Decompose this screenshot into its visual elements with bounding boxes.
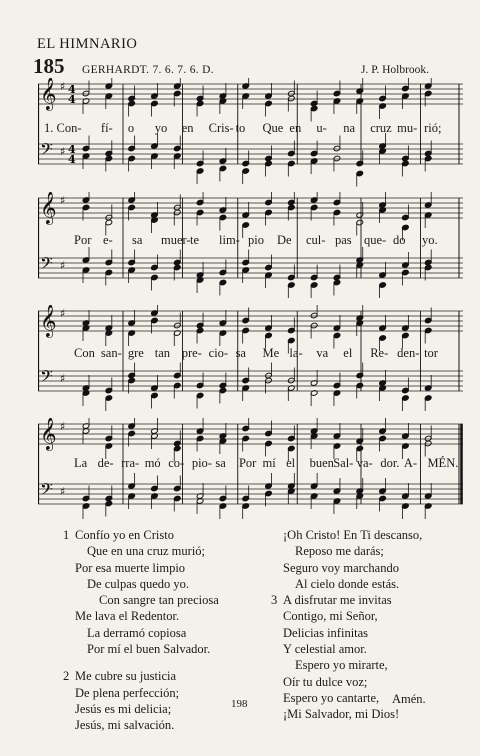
- lyric-syllable: pio-: [191, 456, 212, 470]
- lyric-syllable: gre: [127, 346, 144, 360]
- lyric-syllable: Por: [238, 456, 257, 470]
- lyric-syllable: sa: [132, 233, 143, 247]
- lyric-syllable: Me: [262, 346, 280, 360]
- lyric-syllable: La: [74, 456, 88, 470]
- lyric-syllable: Sal-: [333, 456, 354, 470]
- lyric-syllable: MÉN.: [427, 456, 459, 470]
- lyric-syllable: yo.: [422, 233, 438, 247]
- composer: J. P. Holbrook.: [361, 64, 430, 76]
- lyric-syllable: Con: [74, 346, 95, 360]
- lyric-syllable: do: [393, 233, 406, 247]
- staff-notation: [38, 418, 463, 538]
- svg-text:𝄢: 𝄢: [40, 366, 53, 390]
- lyric-syllable: na: [343, 121, 356, 135]
- verse-1-line-4: De culpas quedo yo.: [87, 576, 190, 591]
- lyric-syllable: pio: [248, 233, 264, 247]
- page-header: EL HIMNARIO: [37, 36, 138, 52]
- verse-2b-line-1: ¡Oh Cristo! En Ti descanso,: [283, 528, 423, 542]
- verse-2-line-3: Jesús es mi delicia;: [75, 701, 172, 716]
- music-system-1: [38, 78, 463, 198]
- lyric-syllable: cul-: [306, 233, 326, 247]
- lyric-syllable: cruz: [370, 121, 392, 135]
- lyric-syllable: Que: [262, 121, 284, 135]
- lyric-syllable: pas: [335, 233, 352, 247]
- lyric-syllable: sa: [215, 456, 226, 470]
- lyric-syllable: sa: [235, 346, 246, 360]
- music-system-3: [38, 305, 463, 425]
- verse-3-line-3: Delicias infinitas: [283, 625, 369, 640]
- lyric-syllable: muer-: [161, 233, 191, 247]
- verse-number: 2: [63, 669, 70, 684]
- verse-3-line-8: ¡Mi Salvador, mi Dios!: [283, 707, 400, 722]
- svg-text:𝄞: 𝄞: [40, 192, 57, 224]
- verse-2b-line-2: Reposo me darás;: [295, 544, 384, 559]
- lyric-syllable: Cris-: [208, 121, 234, 135]
- lyric-syllable: en: [181, 121, 194, 135]
- verse-1-line-6: Me lava el Redentor.: [75, 609, 180, 624]
- lyric-syllable: rió;: [424, 121, 442, 135]
- lyric-syllable: 1. Con-: [44, 121, 82, 135]
- lyric-syllable: la-: [289, 346, 303, 360]
- verse-2b-line-3: Seguro voy marchando: [283, 560, 399, 575]
- lyric-syllable: que-: [364, 233, 387, 247]
- lyric-syllable: yo: [154, 121, 168, 135]
- verse-column-left: [63, 527, 219, 734]
- verse-1-line-5: Con sangre tan preciosa: [99, 593, 219, 608]
- amen-text: Amén.: [392, 692, 426, 706]
- svg-text:♯: ♯: [60, 145, 66, 158]
- lyric-syllable: en: [289, 121, 302, 135]
- svg-text:4: 4: [68, 83, 76, 96]
- verse-1-line-2: Que en una cruz murió;: [87, 544, 206, 559]
- svg-text:𝄢: 𝄢: [40, 253, 53, 277]
- lyric-syllable: De: [277, 233, 292, 247]
- verse-1-line-8: Por mí el buen Salvador.: [87, 642, 211, 657]
- lyric-syllable: co-: [168, 456, 185, 470]
- lyric-syllable: va: [316, 346, 329, 360]
- lyric-syllable: de-: [97, 456, 114, 470]
- svg-text:♯: ♯: [60, 307, 66, 320]
- staff-notation: [38, 192, 463, 312]
- lyric-syllable: to: [235, 121, 246, 135]
- verse-3-line-2: Contigo, mi Señor,: [283, 609, 378, 624]
- verse-2-line-4: Jesús, mi salvación.: [75, 718, 175, 733]
- svg-text:4: 4: [68, 93, 76, 106]
- lyric-syllable: e-: [103, 233, 113, 247]
- verse-3-line-5: Espero yo mirarte,: [295, 658, 388, 673]
- staff-notation: [38, 78, 463, 198]
- verse-1-line-7: La derramó copiosa: [87, 625, 187, 640]
- lyric-syllable: lim-: [219, 233, 240, 247]
- verse-3-line-6: Oír tu dulce voz;: [283, 674, 368, 689]
- lyric-syllable: pre-: [181, 346, 202, 360]
- verse-2b-line-4: Al cielo donde estás.: [295, 576, 400, 591]
- svg-text:♯: ♯: [60, 420, 66, 433]
- lyric-syllable: tor: [424, 346, 438, 360]
- verse-2-line-1: 2 Me cubre su justicia: [63, 669, 177, 684]
- lyric-syllable: el: [286, 456, 296, 470]
- svg-text:𝄢: 𝄢: [40, 479, 53, 503]
- lyric-syllable: dor.: [380, 456, 400, 470]
- lyric-syllable: mó: [144, 456, 161, 470]
- lyric-syllable: el: [343, 346, 353, 360]
- svg-text:4: 4: [68, 143, 76, 156]
- lyric-syllable: va-: [356, 456, 373, 470]
- verse-3-line-4: Y celestial amor.: [283, 642, 367, 657]
- lyric-syllable: rra-: [121, 456, 140, 470]
- svg-text:♯: ♯: [60, 372, 66, 385]
- lyric-syllable: mí: [262, 456, 276, 470]
- svg-text:𝄞: 𝄞: [40, 305, 57, 337]
- music-system-4: [38, 418, 463, 538]
- verse-2-line-2: De plena perfección;: [75, 685, 180, 700]
- lyric-syllable: te: [190, 233, 200, 247]
- verse-3-line-7: Espero yo cantarte,: [283, 690, 380, 705]
- lyric-syllable: Re-: [370, 346, 389, 360]
- lyric-syllable: tan: [154, 346, 171, 360]
- svg-text:♯: ♯: [60, 259, 66, 272]
- lyric-syllable: A-: [403, 456, 418, 470]
- lyric-syllable: buen: [309, 456, 334, 470]
- staff-notation: [38, 305, 463, 425]
- svg-text:♯: ♯: [60, 485, 66, 498]
- svg-text:𝄞: 𝄞: [40, 78, 57, 110]
- lyric-syllable: Por: [74, 233, 92, 247]
- lyric-syllable: san-: [100, 346, 122, 360]
- lyric-syllable: cio-: [208, 346, 229, 360]
- lyric-syllable: o: [127, 121, 135, 135]
- lyric-syllable: mu-: [397, 121, 418, 135]
- lyric-syllable: u-: [316, 121, 327, 135]
- verse-1-line-1: 1 Confío yo en Cristo: [63, 528, 174, 542]
- verse-1-line-3: Por esa muerte limpio: [75, 560, 186, 575]
- svg-text:♯: ♯: [60, 80, 66, 93]
- lyric-syllable: den-: [397, 346, 420, 360]
- svg-text:𝄞: 𝄞: [40, 418, 57, 450]
- verse-3-line-1: 3 A disfrutar me invitas: [271, 593, 392, 608]
- music-system-2: [38, 192, 463, 312]
- svg-text:𝄢: 𝄢: [40, 139, 53, 163]
- lyric-syllable: fí-: [100, 121, 113, 135]
- svg-text:4: 4: [68, 153, 76, 166]
- hymn-number: 185: [33, 54, 65, 78]
- verse-number: 1: [63, 528, 70, 542]
- page-number: 198: [231, 698, 248, 710]
- verse-number: 3: [271, 593, 278, 608]
- svg-text:♯: ♯: [60, 194, 66, 207]
- tune-name: GERHARDT. 7. 6. 7. 6. D.: [82, 64, 214, 76]
